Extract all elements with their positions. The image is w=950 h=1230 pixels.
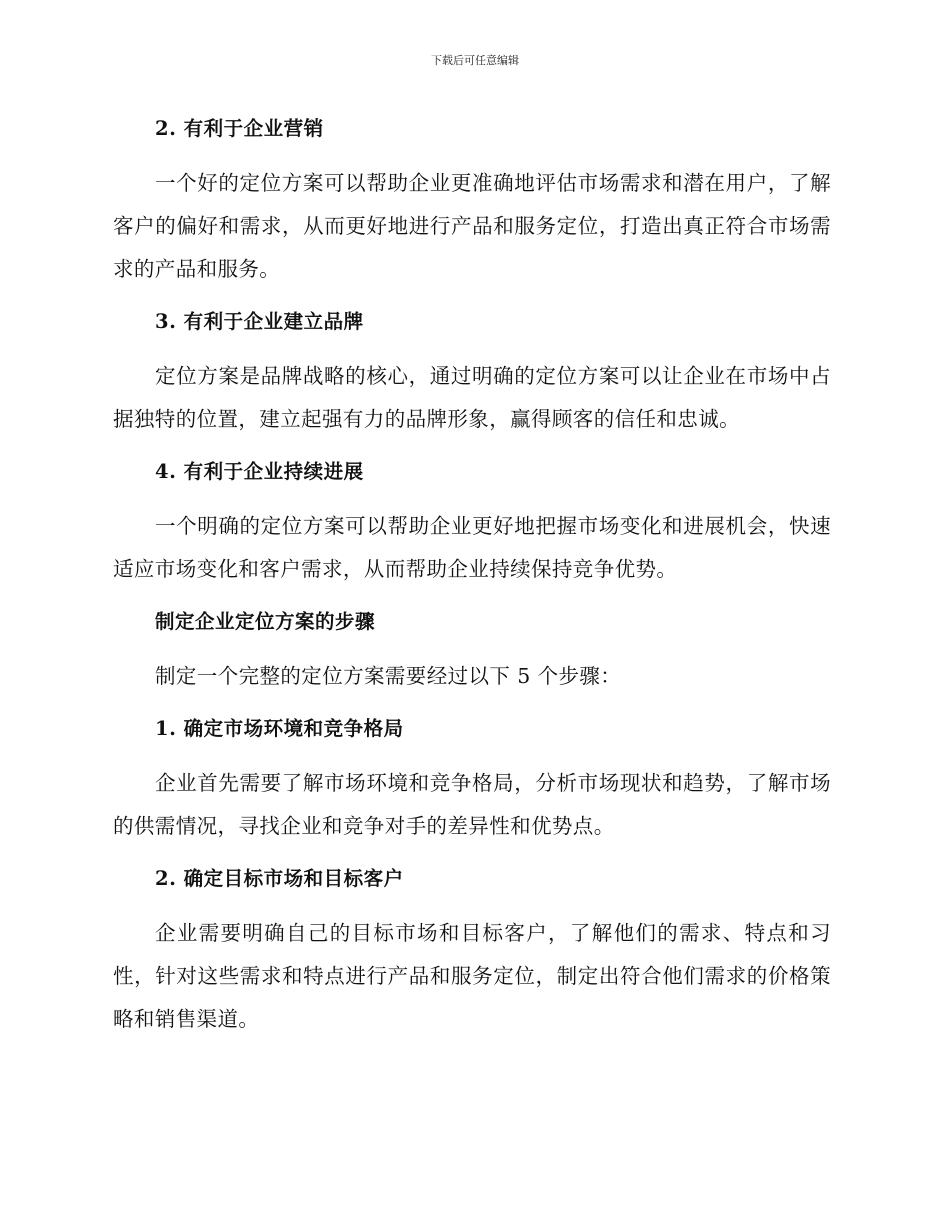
paragraph-target-market: 企业需要明确自己的目标市场和目标客户，了解他们的需求、特点和习性，针对这些需求和特点进行产品和服务定位，制定出符合他们需求的价格策略和销售渠道。 xyxy=(113,921,831,1031)
paragraph-steps-intro: 制定一个完整的定位方案需要经过以下 5 个步骤： xyxy=(155,664,622,688)
section-heading-marketing: 2. 有利于企业营销 xyxy=(155,117,324,140)
paragraph-brand: 定位方案是品牌战略的核心，通过明确的定位方案可以让企业在市场中占据独特的位置，建立起强有力的品牌形象，赢得顾客的信任和忠诚。 xyxy=(113,364,831,431)
paragraph-market-environment: 企业首先需要了解市场环境和竞争格局，分析市场现状和趋势，了解市场的供需情况，寻找企业和竞争对手的差异性和优势点。 xyxy=(113,771,831,838)
section-heading-development: 4. 有利于企业持续进展 xyxy=(155,460,364,483)
section-heading-brand: 3. 有利于企业建立品牌 xyxy=(155,310,364,333)
section-heading-target-market: 2. 确定目标市场和目标客户 xyxy=(155,867,404,890)
section-heading-steps: 制定企业定位方案的步骤 xyxy=(155,610,376,633)
paragraph-marketing: 一个好的定位方案可以帮助企业更准确地评估市场需求和潜在用户，了解客户的偏好和需求，从而更好地进行产品和服务定位，打造出真正符合市场需求的产品和服务。 xyxy=(113,171,831,281)
paragraph-development: 一个明确的定位方案可以帮助企业更好地把握市场变化和进展机会，快速适应市场变化和客户需求，从而帮助企业持续保持竞争优势。 xyxy=(113,514,831,581)
section-heading-market-environment: 1. 确定市场环境和竞争格局 xyxy=(155,717,404,740)
document-body xyxy=(113,112,831,1041)
page-header: 下载后可任意编辑 xyxy=(431,54,519,67)
